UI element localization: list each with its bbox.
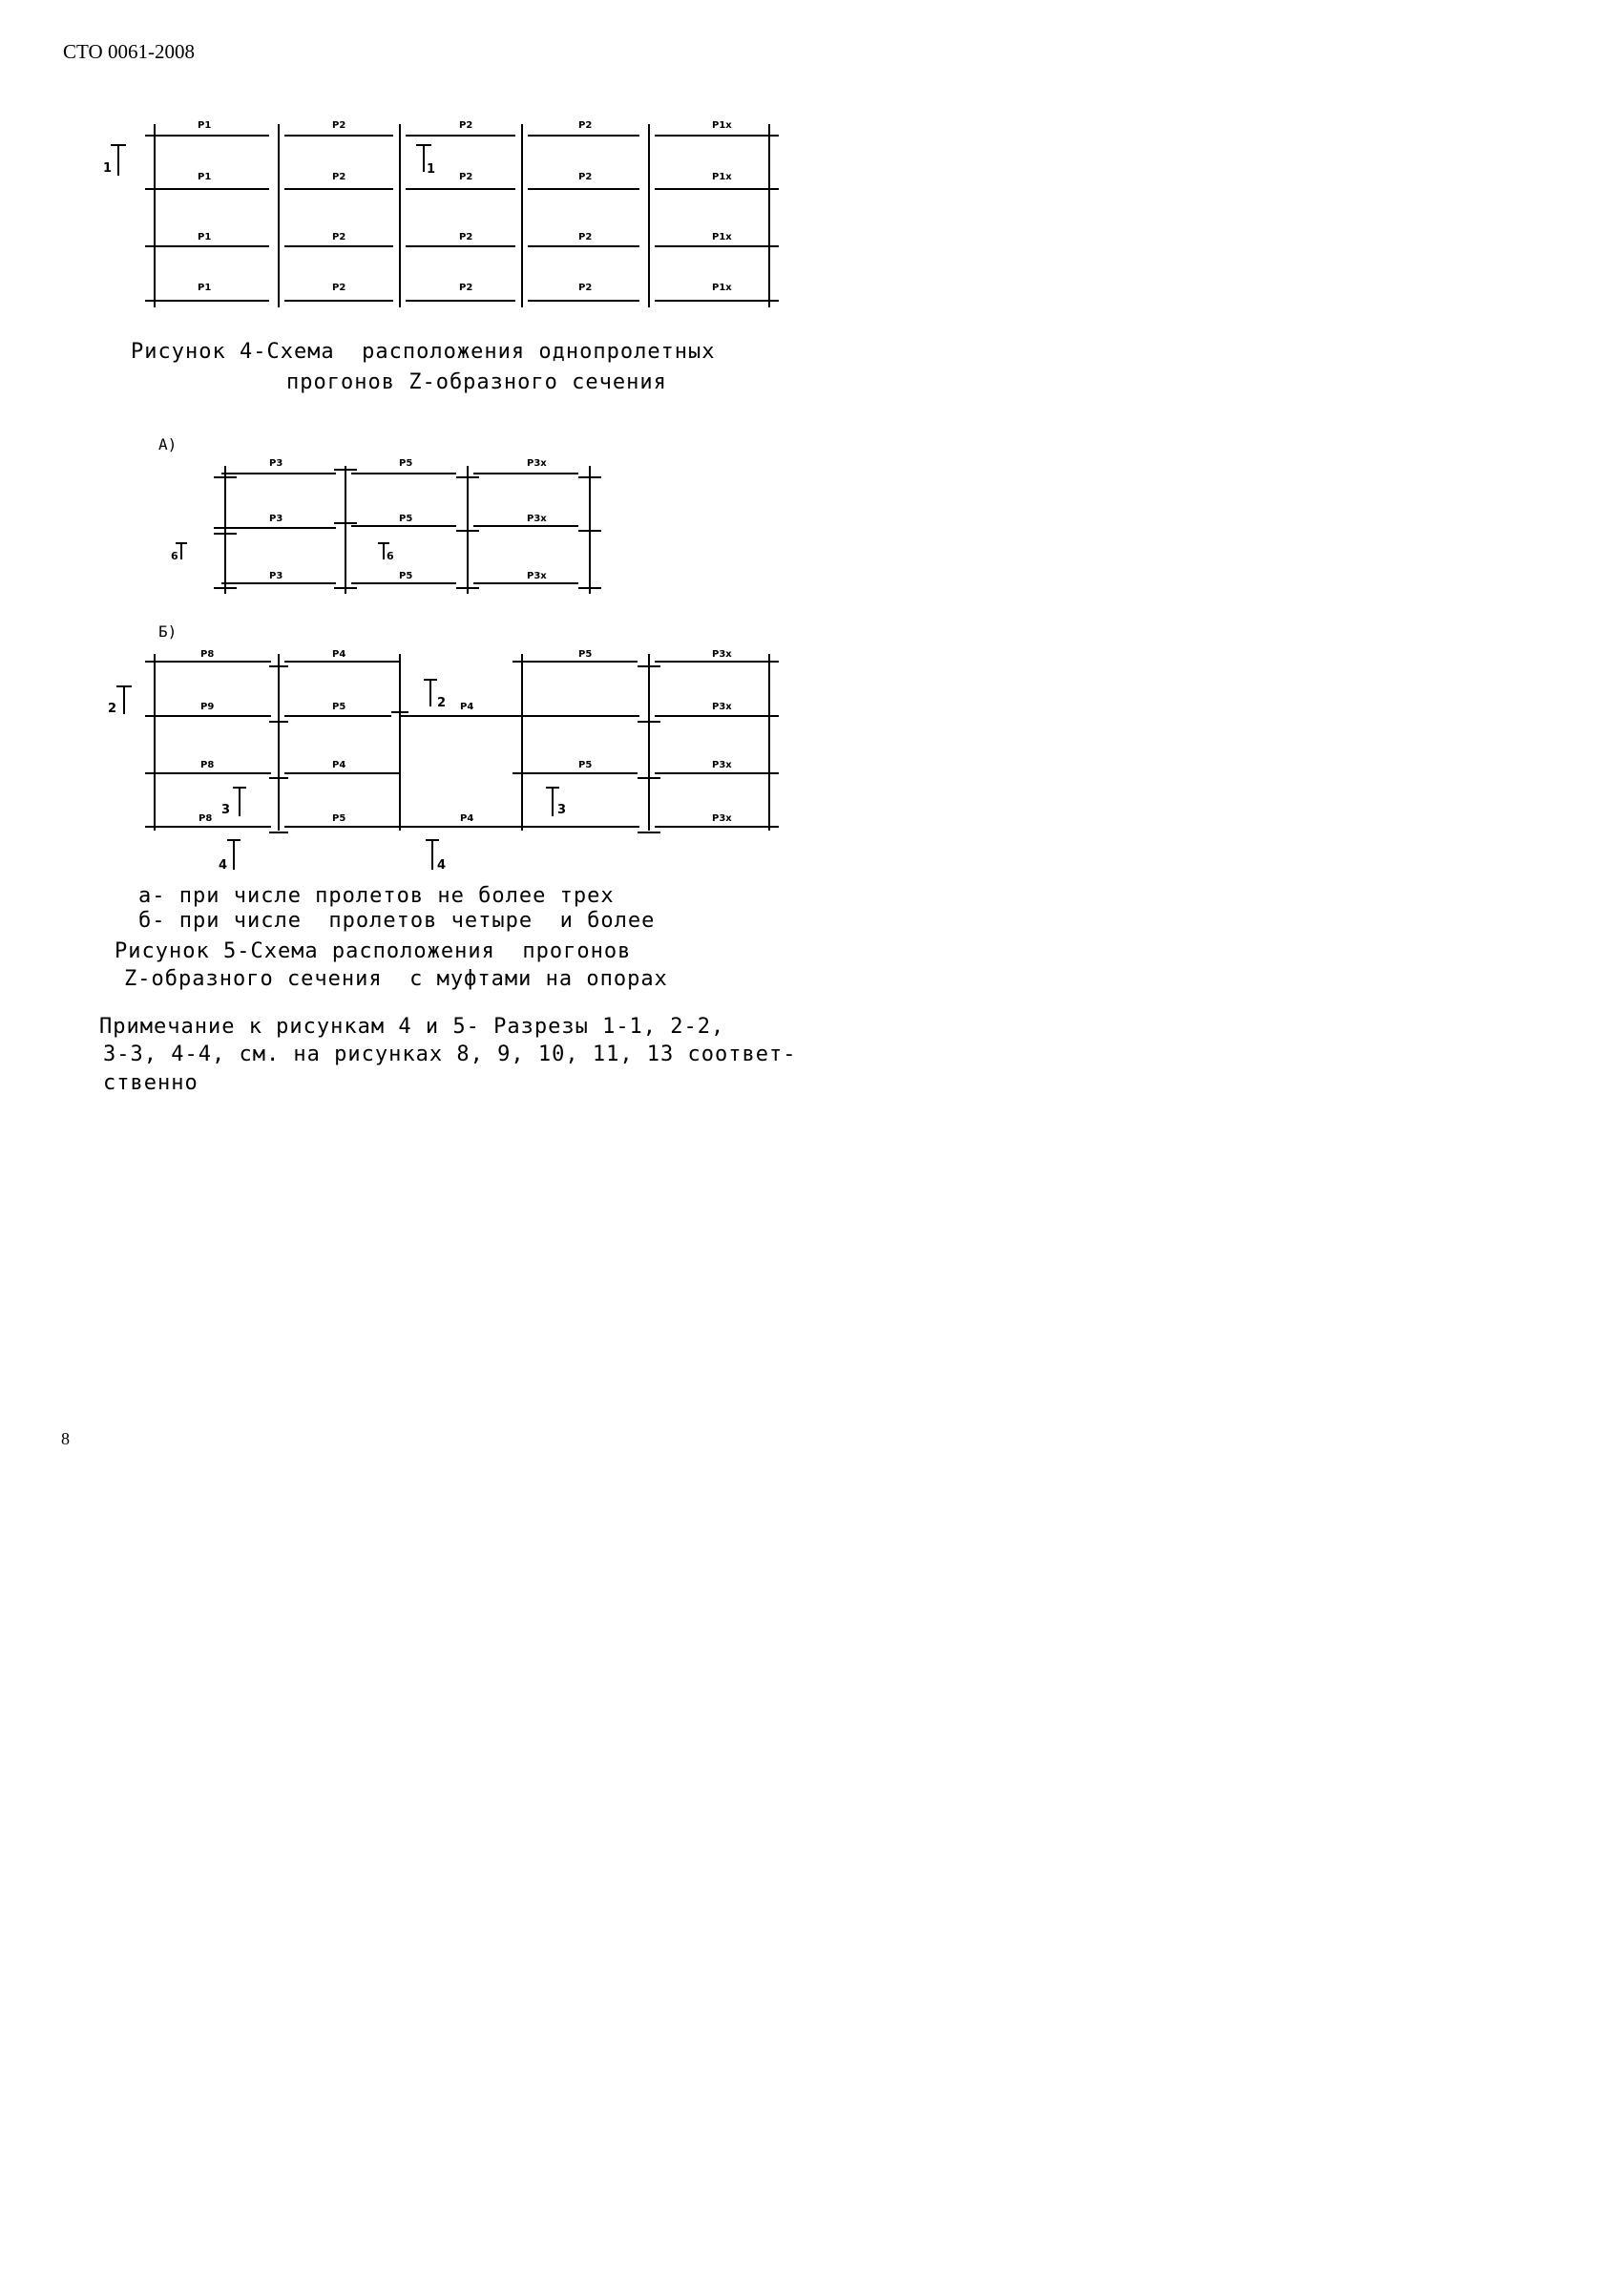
f4-label: P2	[332, 120, 346, 131]
f5b-label: P8	[200, 649, 215, 660]
figure-5-caption-line2: Z-образного сечения с муфтами на опорах	[124, 967, 668, 991]
section-mark-number: 3	[557, 803, 567, 817]
f5b-label: P4	[332, 760, 346, 770]
f5b-label: P3x	[712, 760, 732, 770]
f4-label: P1x	[712, 232, 732, 242]
section-mark-number: 4	[437, 858, 447, 873]
f5a-label: P3x	[527, 458, 547, 469]
f4-label: P2	[578, 283, 593, 293]
section-mark-number: 6	[171, 550, 178, 562]
document-page	[0, 0, 1050, 1496]
f4-label: P2	[578, 172, 593, 182]
f5b-label: P5	[578, 760, 593, 770]
remark-line3: ственно	[103, 1071, 199, 1095]
f4-label: P2	[332, 283, 346, 293]
f5b-label: P3x	[712, 813, 732, 824]
f4-label: P2	[332, 172, 346, 182]
f4-label: P1	[198, 172, 212, 182]
f5b-label: P8	[200, 760, 215, 770]
f4-label: P1x	[712, 283, 732, 293]
f4-label: P1	[198, 120, 212, 131]
section-mark-number: 3	[221, 803, 231, 817]
f4-label: P1	[198, 232, 212, 242]
f5b-label: P3x	[712, 702, 732, 712]
section-mark-number: 1	[427, 162, 436, 177]
section-mark-number: 6	[387, 550, 394, 562]
f4-label: P2	[578, 120, 593, 131]
f4-label: P1x	[712, 120, 732, 131]
f4-label: P2	[578, 232, 593, 242]
figure-4-caption-line1: Рисунок 4-Схема расположения однопролетных	[131, 340, 716, 364]
figure-4-caption-line2: прогонов Z-образного сечения	[286, 370, 667, 394]
figure-5a-label: А)	[158, 435, 178, 453]
f5b-label: P3x	[712, 649, 732, 660]
f5b-label: P5	[578, 649, 593, 660]
f5b-label: P8	[199, 813, 213, 824]
f4-label: P2	[332, 232, 346, 242]
f5b-label: P9	[200, 702, 215, 712]
f4-label: P2	[459, 120, 473, 131]
figure-4-purlin-layout	[0, 0, 1050, 1496]
f5b-label: P4	[460, 702, 474, 712]
f5a-label: P3x	[527, 514, 547, 524]
remark-line2: 3-3, 4-4, см. на рисунках 8, 9, 10, 11, 13 соответ-	[103, 1043, 797, 1066]
section-mark-number: 2	[108, 702, 117, 716]
f4-label: P2	[459, 283, 473, 293]
f4-label: P2	[459, 172, 473, 182]
f5a-label: P3	[269, 514, 283, 524]
figure-5-caption-line1: Рисунок 5-Схема расположения прогонов	[115, 939, 632, 963]
f5b-label: P5	[332, 702, 346, 712]
section-mark-number: 4	[219, 858, 228, 873]
f5b-label: P4	[460, 813, 474, 824]
f5a-label: P3	[269, 458, 283, 469]
figure-5-note-a: а- при числе пролетов не более трех	[138, 884, 615, 908]
figure-5b-label: Б)	[158, 622, 178, 641]
f5a-label: P3	[269, 571, 283, 581]
f5b-label: P5	[332, 813, 346, 824]
remark-line1: Примечание к рисункам 4 и 5- Разрезы 1-1, 2-2,	[99, 1015, 725, 1039]
f4-label: P1x	[712, 172, 732, 182]
f5b-label: P4	[332, 649, 346, 660]
section-mark-number: 2	[437, 696, 447, 710]
f4-label: P2	[459, 232, 473, 242]
f5a-label: P3x	[527, 571, 547, 581]
f5a-label: P5	[399, 514, 413, 524]
page-number: 8	[61, 1429, 70, 1448]
f5a-label: P5	[399, 571, 413, 581]
section-mark-number: 1	[103, 161, 113, 176]
figure-5-note-b: б- при числе пролетов четыре и более	[138, 909, 656, 933]
f4-label: P1	[198, 283, 212, 293]
f5a-label: P5	[399, 458, 413, 469]
document-code-header: СТО 0061-2008	[63, 40, 195, 63]
